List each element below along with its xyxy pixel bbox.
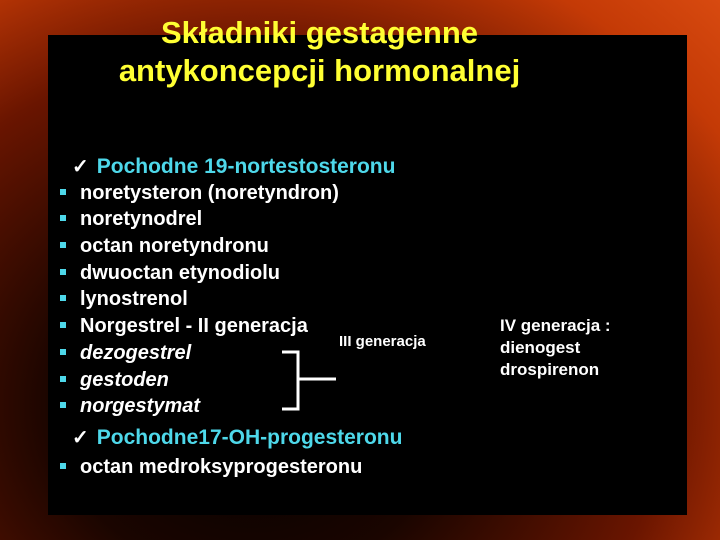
list-item-label: noretysteron (noretyndron) — [80, 182, 339, 204]
list-item-label: lynostrenol — [80, 288, 188, 310]
section-heading-2 — [72, 425, 402, 450]
list-item — [60, 456, 362, 478]
list-item-label: dwuoctan etynodiolu — [80, 262, 280, 284]
square-bullet-icon — [60, 463, 66, 469]
title-line-2: antykoncepcji hormonalnej — [118, 53, 521, 88]
side-note-line-2: dienogest — [500, 338, 581, 357]
section-heading-1-label: Pochodne 19-nortestosteronu — [96, 155, 396, 178]
list-item-label: octan medroksyprogesteronu — [80, 456, 363, 478]
list-item-label: noretynodrel — [80, 208, 203, 230]
side-note — [500, 315, 611, 381]
checkmark-icon: ✓ — [72, 427, 89, 449]
bracket-label: III generacja — [339, 333, 426, 350]
list-item-label: Norgestrel - II generacja — [80, 315, 308, 337]
list-item-label: dezogestrel — [80, 342, 192, 364]
section-heading-2-label: Pochodne17-OH-progesteronu — [96, 426, 403, 449]
side-note-line-3: drospirenon — [500, 360, 600, 379]
list-item-label: gestoden — [80, 369, 169, 391]
title-line-1: Składniki gestagenne — [161, 15, 478, 50]
list-item-label: octan noretyndronu — [80, 235, 269, 257]
checkmark-icon: ✓ — [72, 156, 89, 178]
side-note-line-1: IV generacja : — [500, 316, 611, 335]
list-item-label: norgestymat — [80, 395, 201, 417]
